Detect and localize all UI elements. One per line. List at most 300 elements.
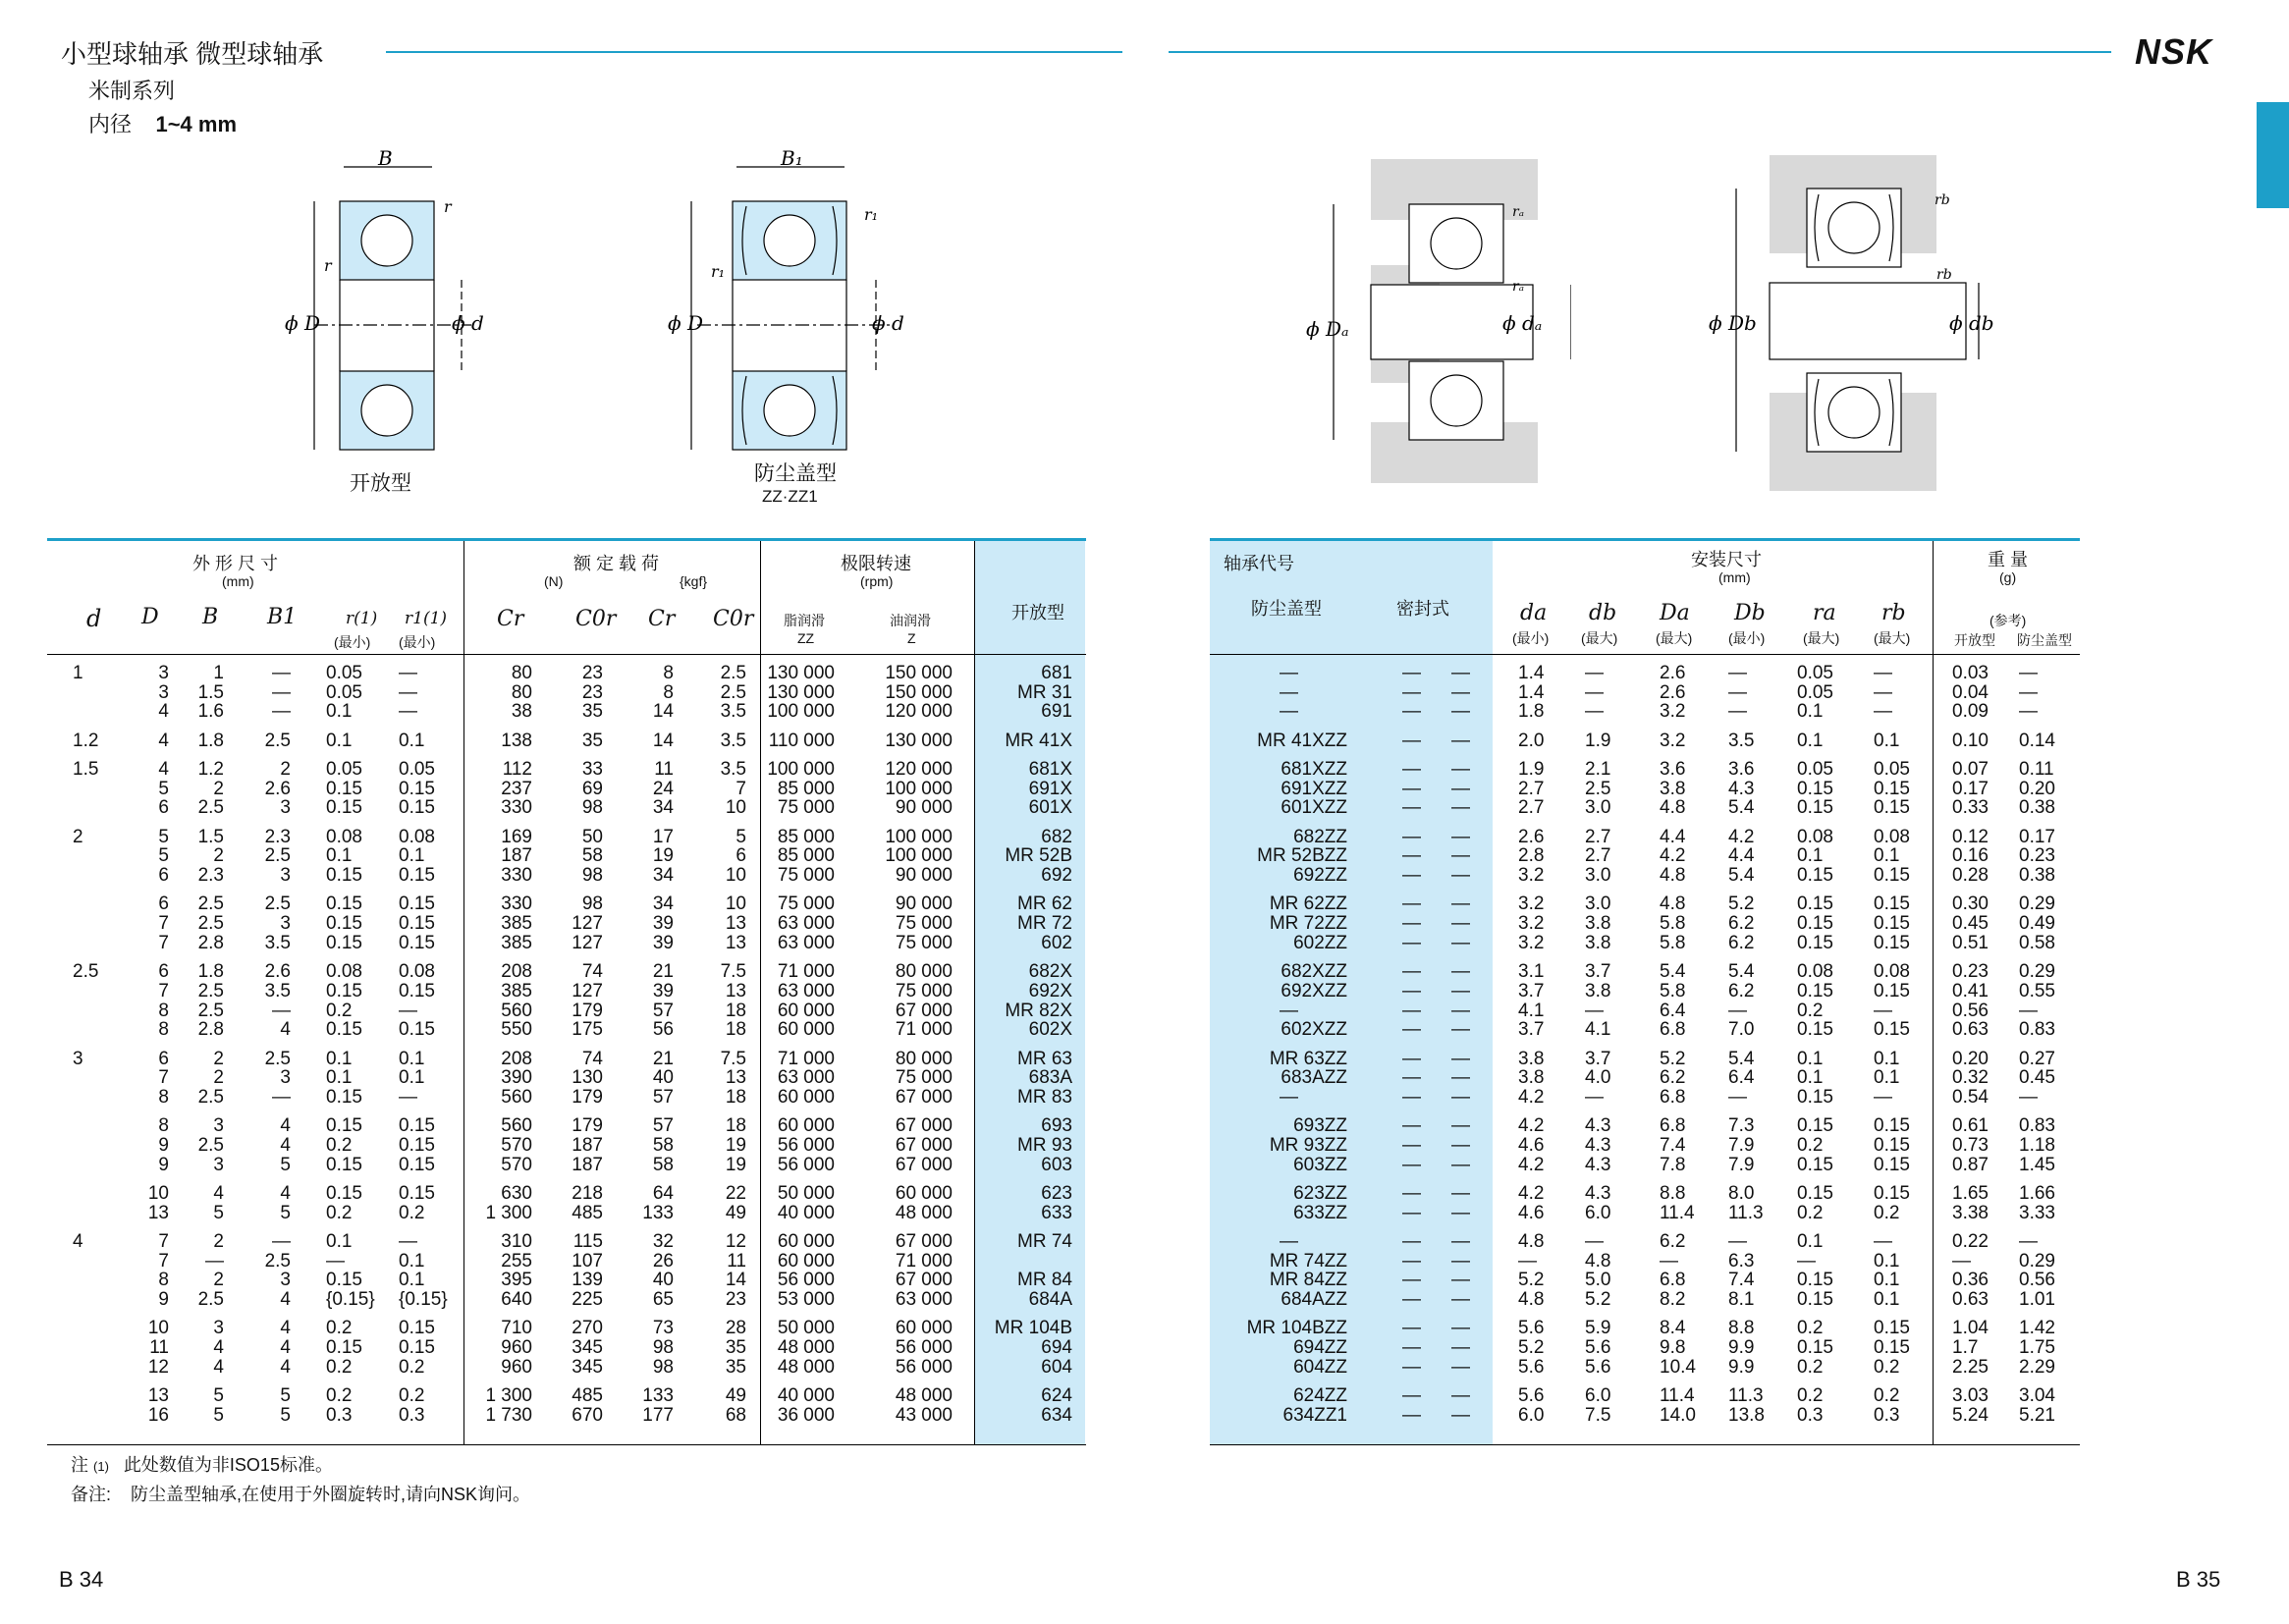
table-cell: 8: [158, 1000, 169, 1021]
table-cell: 0.2: [326, 1000, 353, 1021]
cell-shield-designation: —: [1280, 701, 1298, 723]
label-phi-db-inner: ϕ db: [1949, 311, 1994, 335]
table-cell: —: [2019, 1230, 2038, 1252]
table-cell: 0.11: [2019, 759, 2054, 780]
table-cell: 4: [280, 1134, 291, 1156]
table-cell: 5: [280, 1154, 291, 1175]
table-cell: 19: [725, 1154, 746, 1175]
table-cell: 0.3: [326, 1404, 353, 1426]
table-cell: 13: [725, 913, 746, 935]
page-title: 小型球轴承 微型球轴承: [61, 39, 324, 69]
table-cell: —: [272, 1230, 291, 1252]
table-cell: 0.61: [1952, 1115, 1989, 1137]
page-number-right: B 35: [2176, 1567, 2221, 1592]
table-cell: 2.6: [1660, 663, 1686, 683]
table-cell: 8: [663, 681, 674, 703]
table-cell: 4.3: [1585, 1182, 1611, 1204]
label-r1-right: r₁: [864, 205, 879, 224]
table-cell: 6.8: [1660, 1019, 1686, 1041]
col-Db: Db: [1734, 601, 1766, 625]
table-cell: —: [1585, 1230, 1604, 1252]
table-cell: 0.16: [1952, 845, 1989, 867]
cell-bore-d: 1.2: [73, 730, 99, 751]
table-cell: 0.15: [1797, 1270, 1833, 1291]
table-cell: 0.15: [326, 865, 362, 887]
table-cell: 0.15: [1797, 1019, 1833, 1041]
table-cell: 6.8: [1660, 1115, 1686, 1137]
table-cell: 5: [280, 1202, 291, 1223]
table-cell: 2.5: [264, 1048, 291, 1069]
table-cell: 3: [280, 1270, 291, 1291]
table-cell: 3.7: [1585, 1048, 1611, 1069]
table-cell: 1 300: [485, 1385, 532, 1406]
table-cell: 5.21: [2019, 1404, 2055, 1426]
table-cell: 2.0: [1518, 730, 1545, 751]
table-cell: 0.15: [399, 1115, 435, 1137]
table-cell: 16: [147, 1404, 169, 1426]
table-cell: 345: [572, 1337, 603, 1358]
table-cell: —: [1874, 701, 1892, 723]
table-cell: —: [1402, 1086, 1421, 1108]
cell-shield-designation: 692ZZ: [1293, 865, 1347, 887]
table-cell: 0.12: [1952, 826, 1989, 847]
table-cell: —: [2019, 681, 2038, 703]
series-label: 米制系列: [88, 79, 176, 103]
table-cell: 40 000: [777, 1202, 835, 1223]
table-cell: 0.29: [2019, 961, 2055, 983]
table-cell: 0.15: [326, 1182, 362, 1204]
table-cell: 0.1: [1797, 730, 1824, 751]
table-cell: 67 000: [895, 1086, 953, 1108]
label-r-right: r: [444, 197, 452, 216]
table-cell: 13.8: [1728, 1404, 1765, 1426]
table-cell: 0.15: [1874, 865, 1910, 887]
table-cell: 0.05: [326, 663, 362, 683]
table-cell: —: [1451, 778, 1470, 799]
table-cell: —: [1402, 1134, 1421, 1156]
cell-bore-d: 1: [73, 663, 83, 683]
table-cell: 75 000: [895, 980, 953, 1001]
table-cell: 6.2: [1660, 1067, 1686, 1089]
table-cell: 2.5: [720, 681, 746, 703]
table-cell: 5.2: [1518, 1270, 1545, 1291]
left-sep-1: [463, 541, 464, 1444]
table-cell: 9.9: [1728, 1356, 1755, 1378]
table-cell: 60 000: [895, 1182, 953, 1204]
table-cell: 9.8: [1660, 1337, 1686, 1358]
col-cor-kgf: C0r: [713, 607, 754, 631]
table-cell: 110 000: [768, 730, 835, 751]
table-cell: 570: [501, 1154, 532, 1175]
table-cell: —: [1402, 913, 1421, 935]
table-cell: 2.6: [264, 961, 291, 983]
table-cell: 4: [280, 1019, 291, 1041]
cell-shield-designation: 692XZZ: [1281, 980, 1347, 1001]
table-cell: 0.15: [399, 932, 435, 953]
table-cell: 2.5: [264, 893, 291, 915]
table-cell: 0.05: [399, 759, 435, 780]
table-cell: 6.2: [1728, 932, 1755, 953]
table-cell: 4: [158, 730, 169, 751]
label-phi-d-inner: ϕ d: [452, 311, 484, 335]
table-cell: 0.1: [1874, 1250, 1900, 1272]
label-phi-da-inner: ϕ dₐ: [1502, 311, 1543, 335]
table-cell: —: [1402, 1154, 1421, 1175]
table-cell: 2: [213, 1270, 224, 1291]
table-cell: 34: [652, 893, 674, 915]
table-cell: 4.6: [1518, 1134, 1545, 1156]
table-cell: 0.20: [2019, 778, 2055, 799]
table-cell: 0.15: [326, 1270, 362, 1291]
label-phi-da-outer: ϕ Dₐ: [1306, 317, 1349, 341]
table-cell: 3.8: [1585, 932, 1611, 953]
table-cell: 1.42: [2019, 1318, 2055, 1339]
table-cell: 14: [725, 1270, 746, 1291]
cell-designation: MR 104B: [994, 1318, 1072, 1339]
table-cell: 1 300: [485, 1202, 532, 1223]
table-cell: —: [1728, 663, 1747, 683]
table-cell: —: [1451, 681, 1470, 703]
table-cell: 7.9: [1728, 1134, 1755, 1156]
cell-shield-designation: 694ZZ: [1293, 1337, 1347, 1358]
table-cell: —: [1402, 932, 1421, 953]
table-cell: 18: [725, 1115, 746, 1137]
table-cell: 7: [158, 980, 169, 1001]
label-r1-left: r₁: [711, 262, 726, 281]
table-cell: 6.8: [1660, 1270, 1686, 1291]
table-cell: —: [1402, 845, 1421, 867]
table-cell: 48 000: [895, 1385, 953, 1406]
table-cell: 0.15: [399, 913, 435, 935]
table-cell: 2.3: [197, 865, 224, 887]
table-cell: 1: [213, 663, 224, 683]
edge-tab: [2257, 102, 2289, 208]
table-cell: 57: [652, 1115, 674, 1137]
cell-shield-designation: MR 63ZZ: [1269, 1048, 1347, 1069]
table-cell: 49: [725, 1385, 746, 1406]
table-cell: 49: [725, 1202, 746, 1223]
table-cell: 9.9: [1728, 1337, 1755, 1358]
table-cell: 23: [581, 663, 603, 683]
table-cell: 75 000: [895, 913, 953, 935]
cell-designation: 692: [1041, 865, 1072, 887]
table-cell: —: [1402, 1182, 1421, 1204]
table-cell: 10: [147, 1182, 169, 1204]
table-cell: 8.8: [1660, 1182, 1686, 1204]
table-cell: 56 000: [895, 1356, 953, 1378]
table-cell: 85 000: [777, 845, 835, 867]
table-cell: 13: [725, 932, 746, 953]
table-cell: —: [272, 701, 291, 723]
table-cell: 0.08: [1797, 961, 1833, 983]
table-cell: 2.8: [1518, 845, 1545, 867]
table-cell: —: [1451, 893, 1470, 915]
label-ra-mid: rₐ: [1512, 279, 1524, 295]
table-cell: 4.2: [1518, 1182, 1545, 1204]
table-cell: 5.8: [1660, 913, 1686, 935]
table-cell: 60 000: [777, 1019, 835, 1041]
cell-designation: 694: [1041, 1337, 1072, 1358]
table-cell: 0.15: [399, 1318, 435, 1339]
table-cell: 8: [158, 1019, 169, 1041]
table-cell: 13: [147, 1202, 169, 1223]
table-cell: 4.8: [1585, 1250, 1611, 1272]
table-cell: 19: [725, 1134, 746, 1156]
table-cell: —: [1451, 1134, 1470, 1156]
cell-shield-designation: MR 84ZZ: [1269, 1270, 1347, 1291]
label-ra-top: rₐ: [1512, 204, 1524, 220]
table-cell: —: [1402, 1356, 1421, 1378]
table-cell: 5.8: [1660, 932, 1686, 953]
table-cell: 2.7: [1518, 797, 1545, 819]
table-cell: 9: [158, 1289, 169, 1310]
table-cell: 24: [652, 778, 674, 799]
table-cell: 64: [652, 1182, 674, 1204]
table-cell: 130 000: [767, 681, 835, 703]
table-cell: 9: [158, 1154, 169, 1175]
table-cell: 5: [736, 826, 746, 847]
table-cell: 60 000: [777, 1086, 835, 1108]
right-sep-1: [1933, 541, 1934, 1444]
table-cell: 73: [652, 1318, 674, 1339]
cell-designation: MR 74: [1017, 1230, 1072, 1252]
table-cell: 4: [280, 1318, 291, 1339]
col-cr: Cr: [497, 607, 524, 631]
table-cell: —: [1874, 1230, 1892, 1252]
table-cell: 1.7: [1952, 1337, 1979, 1358]
table-cell: 60 000: [777, 1000, 835, 1021]
table-cell: 139: [572, 1270, 603, 1291]
table-cell: 6.4: [1728, 1067, 1755, 1089]
table-cell: 0.15: [1874, 913, 1910, 935]
cell-shield-designation: 603ZZ: [1293, 1154, 1347, 1175]
table-cell: —: [1585, 1086, 1604, 1108]
table-cell: 100 000: [885, 778, 953, 799]
table-cell: 0.1: [1797, 1230, 1824, 1252]
table-cell: 0.1: [1874, 845, 1900, 867]
table-cell: 1 730: [485, 1404, 532, 1426]
table-cell: 0.15: [1874, 1154, 1910, 1175]
table-cell: 53 000: [777, 1289, 835, 1310]
table-cell: 0.15: [399, 1134, 435, 1156]
table-cell: 2.6: [264, 778, 291, 799]
table-cell: 0.15: [1797, 913, 1833, 935]
table-cell: 98: [581, 893, 603, 915]
table-cell: 0.1: [1797, 845, 1824, 867]
table-cell: 8: [158, 1115, 169, 1137]
table-cell: 112: [502, 759, 532, 780]
table-cell: 4.2: [1518, 1115, 1545, 1137]
table-cell: 225: [572, 1289, 603, 1310]
table-cell: —: [1728, 701, 1747, 723]
table-cell: 0.15: [1874, 1019, 1910, 1041]
table-cell: 6: [158, 865, 169, 887]
head-designation: 轴承代号: [1224, 554, 1294, 573]
cell-shield-designation: 682XZZ: [1281, 961, 1347, 983]
table-cell: —: [1451, 730, 1470, 751]
table-cell: —: [1451, 913, 1470, 935]
table-cell: 13: [725, 1067, 746, 1089]
table-cell: 5.2: [1585, 1289, 1611, 1310]
table-cell: —: [1585, 681, 1604, 703]
table-cell: 0.33: [1952, 797, 1989, 819]
table-cell: 2.7: [1585, 826, 1611, 847]
table-cell: 0.1: [326, 845, 353, 867]
table-cell: 2.5: [197, 913, 224, 935]
table-cell: 2.5: [197, 1134, 224, 1156]
col-r-min: (最小): [334, 634, 371, 650]
table-cell: 0.45: [2019, 1067, 2055, 1089]
cell-designation: MR 31: [1017, 681, 1072, 703]
table-cell: 2.5: [264, 845, 291, 867]
table-cell: —: [1585, 663, 1604, 683]
table-cell: 35: [581, 701, 603, 723]
table-cell: 7.5: [1585, 1404, 1611, 1426]
table-cell: —: [1402, 1404, 1421, 1426]
table-cell: 4: [213, 1337, 224, 1358]
table-cell: 0.14: [2019, 730, 2055, 751]
table-cell: 7: [158, 913, 169, 935]
table-cell: 6.4: [1660, 1000, 1686, 1021]
table-cell: 0.08: [326, 961, 362, 983]
table-cell: 14: [652, 701, 674, 723]
table-cell: 26: [652, 1250, 674, 1272]
table-cell: 5: [158, 845, 169, 867]
table-cell: —: [1451, 845, 1470, 867]
cell-bore-d: 4: [73, 1230, 83, 1252]
table-cell: 127: [572, 932, 603, 953]
table-cell: 330: [501, 797, 532, 819]
table-cell: 7.3: [1728, 1115, 1755, 1137]
table-cell: —: [1451, 1048, 1470, 1069]
table-cell: 0.1: [399, 1250, 425, 1272]
head-load-kgf: {kgf}: [680, 573, 708, 589]
table-cell: 67 000: [895, 1154, 953, 1175]
table-cell: 2.5: [264, 730, 291, 751]
label-phi-db-outer: ϕ Db: [1709, 311, 1757, 335]
table-cell: 0.15: [1797, 893, 1833, 915]
table-cell: 2.7: [1518, 778, 1545, 799]
table-cell: 7.5: [720, 1048, 746, 1069]
table-cell: 10: [725, 865, 746, 887]
table-cell: 4: [213, 1182, 224, 1204]
table-cell: 36 000: [777, 1404, 835, 1426]
table-cell: 5.6: [1518, 1356, 1545, 1378]
table-cell: —: [1451, 663, 1470, 683]
table-cell: —: [1402, 681, 1421, 703]
table-cell: 5.4: [1728, 1048, 1755, 1069]
table-cell: 100 000: [767, 701, 835, 723]
table-cell: 6: [158, 961, 169, 983]
table-cell: 0.1: [326, 730, 353, 751]
table-cell: 3: [213, 1318, 224, 1339]
table-cell: 3.2: [1660, 701, 1686, 723]
table-cell: 218: [572, 1182, 603, 1204]
col-oil: 油润滑: [890, 613, 931, 628]
remark-label: 备注:: [71, 1485, 112, 1504]
table-cell: 10.4: [1660, 1356, 1696, 1378]
table-cell: 71 000: [777, 961, 835, 983]
table-cell: —: [1874, 663, 1892, 683]
label-b1: B₁: [781, 147, 803, 170]
table-cell: 10: [725, 797, 746, 819]
table-cell: 74: [581, 961, 603, 983]
table-cell: —: [205, 1250, 224, 1272]
col-Db-note: (最小): [1728, 630, 1766, 646]
table-cell: —: [1451, 932, 1470, 953]
table-cell: 0.15: [399, 1154, 435, 1175]
table-cell: 1.4: [1518, 663, 1545, 683]
table-cell: 3.2: [1518, 913, 1545, 935]
table-cell: —: [1402, 1019, 1421, 1041]
table-cell: 0.15: [1874, 1134, 1910, 1156]
cell-designation: 633: [1041, 1202, 1072, 1223]
table-cell: 0.38: [2019, 797, 2055, 819]
table-cell: —: [1874, 1000, 1892, 1021]
table-cell: 8: [663, 663, 674, 683]
table-cell: 3.03: [1952, 1385, 1989, 1406]
table-cell: 570: [501, 1134, 532, 1156]
table-cell: 7: [158, 1230, 169, 1252]
table-cell: —: [1451, 797, 1470, 819]
cell-shield-designation: 691XZZ: [1281, 778, 1347, 799]
table-cell: 28: [725, 1318, 746, 1339]
table-cell: 0.2: [1797, 1385, 1824, 1406]
note-text: 此处数值为非ISO15标准。: [123, 1455, 333, 1475]
table-cell: 63 000: [895, 1289, 953, 1310]
table-cell: —: [1451, 980, 1470, 1001]
table-cell: 0.2: [326, 1318, 353, 1339]
table-cell: 6: [158, 1048, 169, 1069]
label-rb-top: rb: [1935, 192, 1950, 208]
table-cell: 0.15: [1874, 1318, 1910, 1339]
figure-mounting-a: [1306, 147, 1571, 491]
table-cell: 14.0: [1660, 1404, 1696, 1426]
table-cell: 5.8: [1660, 980, 1686, 1001]
table-cell: 270: [572, 1318, 603, 1339]
figure-open-bearing: [275, 147, 511, 452]
cell-shield-designation: 602ZZ: [1293, 932, 1347, 953]
cell-shield-designation: 681XZZ: [1281, 759, 1347, 780]
table-cell: 6: [158, 893, 169, 915]
table-cell: 4.2: [1518, 1154, 1545, 1175]
table-cell: —: [1402, 1000, 1421, 1021]
table-cell: 5.4: [1728, 961, 1755, 983]
table-cell: —: [2019, 1000, 2038, 1021]
table-cell: 2.5: [197, 893, 224, 915]
table-cell: —: [1518, 1250, 1537, 1272]
table-cell: 11.4: [1660, 1385, 1695, 1406]
table-cell: 50: [581, 826, 603, 847]
table-cell: 74: [581, 1048, 603, 1069]
table-cell: 0.15: [326, 1115, 362, 1137]
cell-shield-designation: 633ZZ: [1293, 1202, 1347, 1223]
table-cell: 85 000: [777, 826, 835, 847]
table-cell: 75 000: [895, 1067, 953, 1089]
table-cell: 0.1: [399, 845, 425, 867]
table-cell: 11.4: [1660, 1202, 1695, 1223]
table-cell: —: [1451, 759, 1470, 780]
head-weight-shield: 防尘盖型: [2017, 632, 2072, 648]
cell-designation: MR 84: [1017, 1270, 1072, 1291]
cell-designation: 604: [1041, 1356, 1072, 1378]
table-cell: 0.15: [1874, 980, 1910, 1001]
table-cell: —: [1451, 1067, 1470, 1089]
table-cell: 0.15: [326, 980, 362, 1001]
table-cell: 0.1: [1874, 1270, 1900, 1291]
head-weight-ref: (参考): [1989, 613, 2027, 628]
table-cell: 0.15: [326, 913, 362, 935]
